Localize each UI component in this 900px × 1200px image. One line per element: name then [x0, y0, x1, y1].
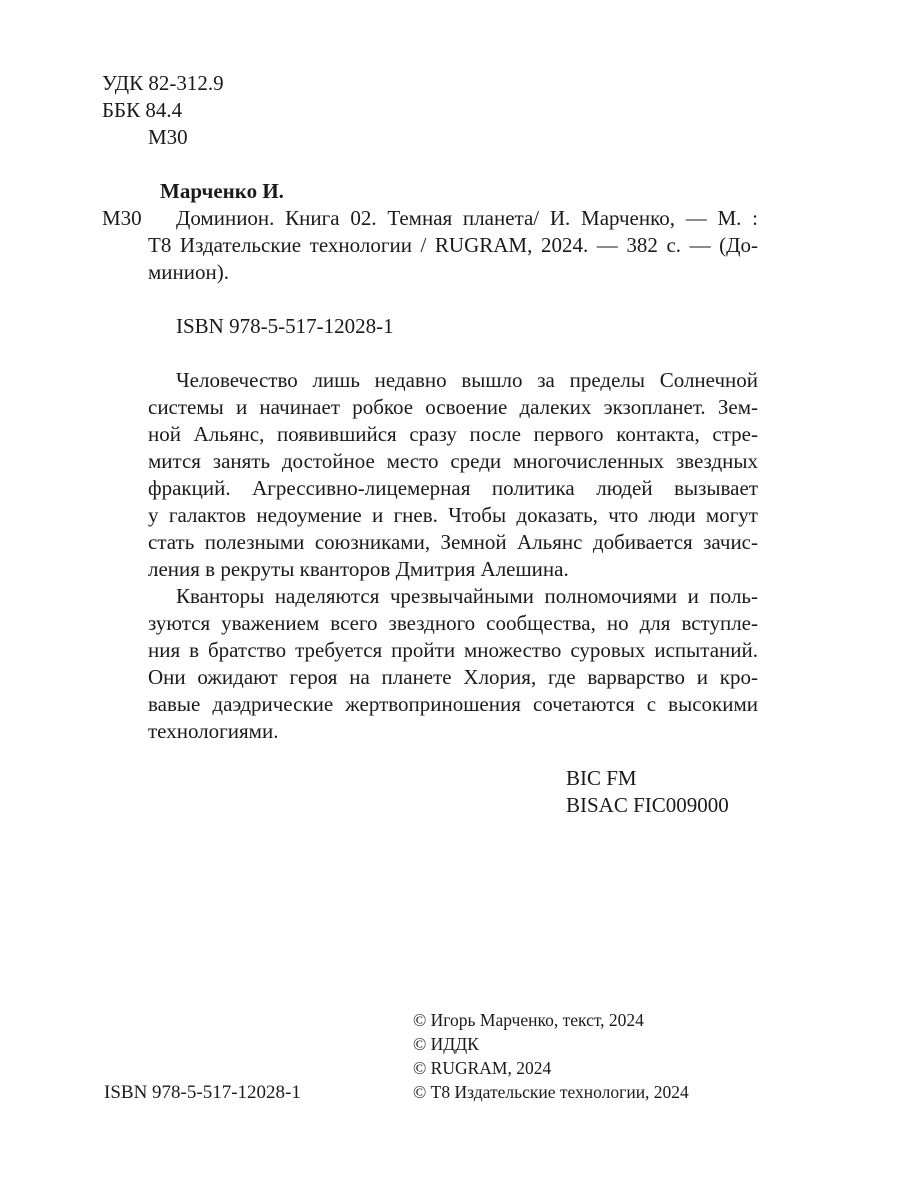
udk-code: УДК 82-312.9 [102, 71, 224, 95]
abstract-line: Они ожидают героя на планете Хлория, где варварство и кро- [148, 665, 758, 689]
abstract-line: ной Альянс, появившийся сразу после первого контакта, стре- [148, 422, 758, 446]
copyright-line: © RUGRAM, 2024 [413, 1058, 552, 1078]
abstract-line: ления в рекруты кванторов Дмитрия Алешина. [148, 557, 569, 581]
bibliographic-line: Т8 Издательские технологии / RUGRAM, 2024. — 382 с. — (До- [148, 233, 758, 257]
copyright-line: © Т8 Издательские технологии, 2024 [413, 1082, 689, 1102]
abstract-line: Кванторы наделяются чрезвычайными полномочиями и поль- [176, 584, 758, 608]
footer-isbn: ISBN 978-5-517-12028-1 [104, 1082, 301, 1103]
abstract-line: зуются уважением всего звездного сообщества, но для вступле- [148, 611, 758, 635]
isbn-line: ISBN 978-5-517-12028-1 [176, 314, 394, 338]
copyright-line: © Игорь Марченко, текст, 2024 [413, 1010, 644, 1030]
abstract-line: ния в братство требуется пройти множество суровых испытаний. [148, 638, 758, 662]
abstract-line: вавые даэдрические жертвоприношения сочетаются с высокими [148, 692, 758, 716]
abstract-line: у галактов недоумение и гнев. Чтобы доказать, что люди могут [148, 503, 758, 527]
abstract-line: фракций. Агрессивно-лицемерная политика людей вызывает [148, 476, 758, 500]
bbk-code: ББК 84.4 [102, 98, 183, 122]
abstract-line: системы и начинает робкое освоение далеких экзопланет. Зем- [148, 395, 758, 419]
bibliographic-line: Доминион. Книга 02. Темная планета/ И. Марченко, — М. : [176, 206, 758, 230]
author-heading: Марченко И. [160, 179, 284, 203]
abstract-line: технологиями. [148, 719, 279, 743]
abstract-line: стать полезными союзниками, Земной Альянс добивается зачис- [148, 530, 758, 554]
abstract-line: мится занять достойное место среди многочисленных звездных [148, 449, 758, 473]
bic-code: BIC FM [566, 766, 637, 790]
author-mark: М30 [148, 125, 188, 149]
bibliographic-line: минион). [148, 260, 229, 284]
abstract-line: Человечество лишь недавно вышло за пределы Солнечной [176, 368, 758, 392]
author-mark-left: М30 [102, 206, 142, 230]
bisac-code: BISAC FIC009000 [566, 793, 729, 817]
copyright-line: © ИДДК [413, 1034, 479, 1054]
